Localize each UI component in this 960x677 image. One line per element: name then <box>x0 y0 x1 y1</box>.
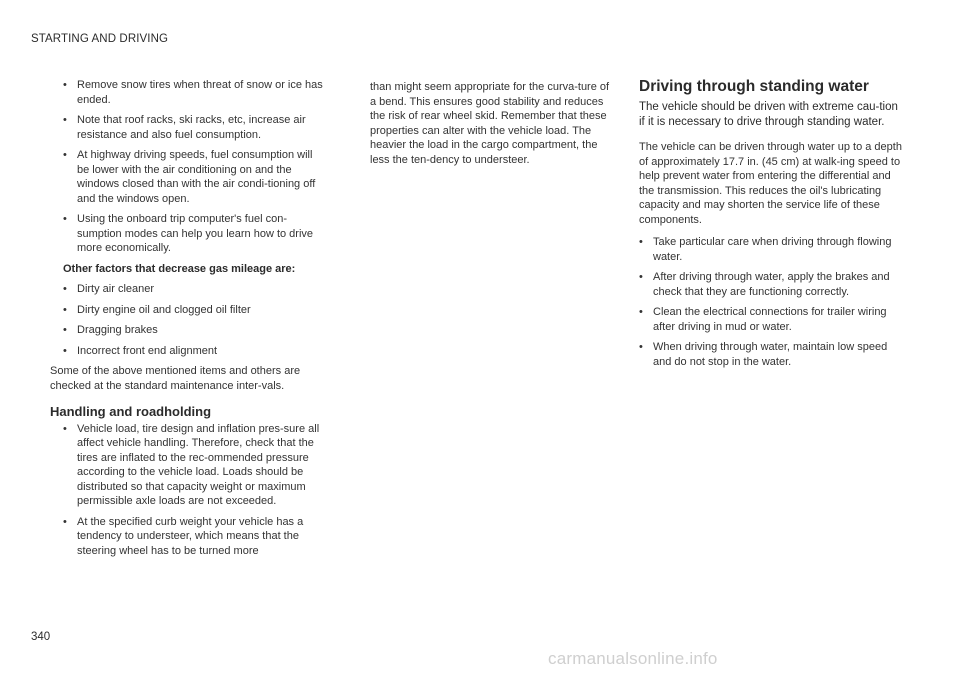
standing-water-heading: Driving through standing water <box>639 78 869 95</box>
list-item: • Clean the electrical connections for trailer wiring after driving in mud or water. <box>639 305 905 334</box>
column-middle <box>370 80 610 173</box>
list-item: • Vehicle load, tire design and inflation pres-sure all affect vehicle handling. Therefore, check that the tires are inflated to the rec-ommended pressure according to the vehicle load. Loads should be distributed so that capacity weight or maximum permissible axle loads are not exceeded. <box>63 422 325 509</box>
list-item: • Dirty engine oil and clogged oil filter <box>63 303 325 318</box>
standing-water-intro: The vehicle should be driven with extreme cau-tion if it is necessary to drive through standing water. <box>639 101 898 128</box>
list-item: • At highway driving speeds, fuel consumption will be lower with the air conditioning on and the windows closed than with the air condi-tioning off and the windows open. <box>63 148 325 206</box>
list-item: • Using the onboard trip computer's fuel con-sumption modes can help you learn how to drive more economically. <box>63 212 325 256</box>
column-left <box>50 78 325 564</box>
maintenance-paragraph: Some of the above mentioned items and others are checked at the standard maintenance inter-vals. <box>50 365 301 392</box>
standing-water-body: The vehicle can be driven through water up to a depth of approximately 17.7 in. (45 cm) at walk-ing speed to help prevent water from entering the differential and the transmission. This reduces the oil's lubricating capacity and may shorten the service life of these components. <box>639 141 902 226</box>
list-item: • Note that roof racks, ski racks, etc, increase air resistance and also fuel consumption. <box>63 113 325 142</box>
watermark-text: carmanualsonline.info <box>548 649 718 668</box>
bullet-list-factors <box>63 282 325 358</box>
bullet-list-water <box>639 235 905 369</box>
other-factors-heading: Other factors that decrease gas mileage are: <box>63 262 296 275</box>
handling-heading: Handling and roadholding <box>50 404 212 419</box>
list-item: • At the specified curb weight your vehicle has a tendency to understeer, which means that the steering wheel has to be turned more <box>63 515 325 559</box>
list-item: • Dragging brakes <box>63 323 325 338</box>
list-item: • After driving through water, apply the brakes and check that they are functioning correctly. <box>639 270 905 299</box>
page-number: 340 <box>31 631 51 643</box>
continuation-paragraph: than might seem appropriate for the curva-ture of a bend. This ensures good stability and reduces the risk of rear wheel skid. Remember that these properties can alter with the vehicle load. The heavier the load in the cargo compartment, the less the ten-dency to understeer. <box>370 81 610 166</box>
list-item: • Take particular care when driving through flowing water. <box>639 235 905 264</box>
list-item: • Incorrect front end alignment <box>63 344 325 359</box>
section-header: STARTING AND DRIVING <box>31 33 169 45</box>
list-item: • Dirty air cleaner <box>63 282 325 297</box>
bullet-list-handling <box>63 422 325 559</box>
list-item: • Remove snow tires when threat of snow or ice has ended. <box>63 78 325 107</box>
column-right <box>639 78 905 375</box>
list-item: • When driving through water, maintain low speed and do not stop in the water. <box>639 340 905 369</box>
bullet-list-tips <box>63 78 325 256</box>
